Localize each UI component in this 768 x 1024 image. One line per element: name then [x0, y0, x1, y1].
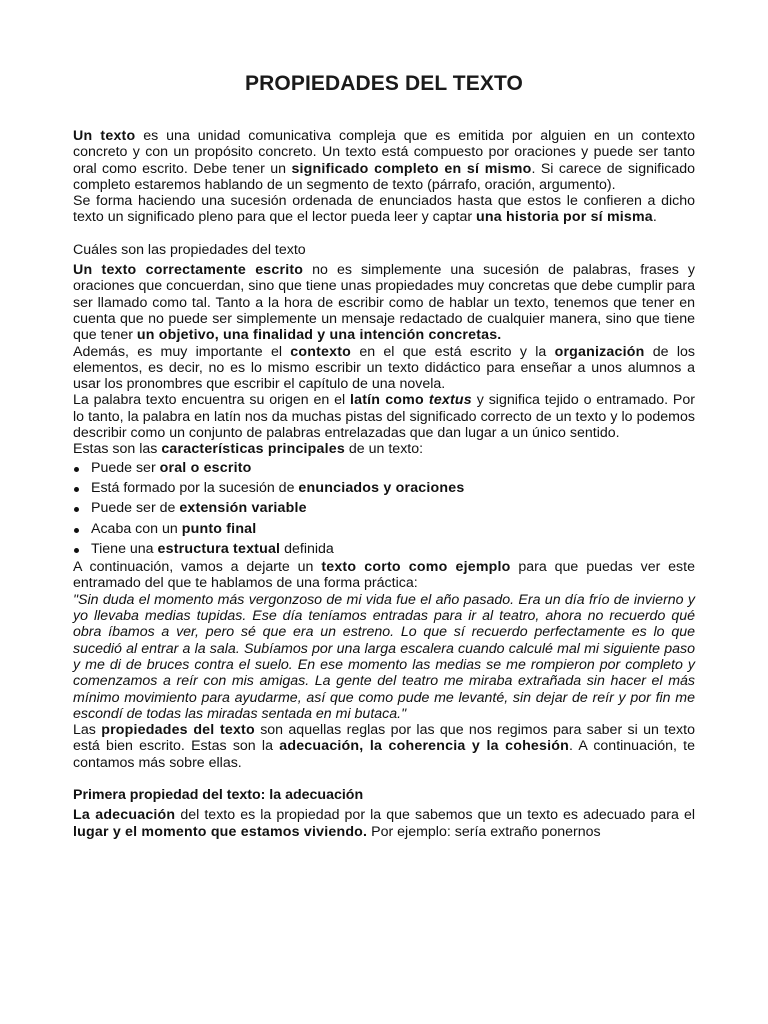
paragraph-etymology	[73, 392, 695, 441]
text-run: es una unidad comunicativa compleja que es emitida por alguien en un contexto concreto y con un propósito concreto. Un texto está compuesto por oraciones y puede ser tanto oral como escrito. Debe tener un	[73, 128, 695, 177]
text-run: La palabra texto encuentra su origen en el	[73, 392, 350, 409]
text-run: de un texto:	[344, 441, 424, 458]
paragraph-example-intro	[73, 559, 695, 592]
spacer	[73, 226, 695, 242]
paragraph-correct-text	[73, 262, 695, 343]
bold-text: enunciados y oraciones	[298, 479, 465, 496]
text-run: A continuación, vamos a dejarte un	[73, 559, 322, 576]
text-run: Se forma haciendo una sucesión ordenada de enunciados hasta que estos le confieren a dicho texto un significado pleno para que el lector pueda leer y captar	[73, 193, 695, 226]
bold-text: lugar y el momento que estamos viviendo.	[73, 823, 368, 840]
paragraph-adecuacion	[73, 807, 695, 840]
text-run: para que puedas ver este entramado del que te hablamos de una forma práctica:	[73, 559, 695, 592]
bold-text: un objetivo, una finalidad y una intención concretas.	[136, 327, 502, 344]
list-item	[73, 478, 695, 498]
bold-text: significado completo en sí mismo	[291, 160, 532, 177]
text-run: Puede ser	[91, 459, 160, 476]
list-item	[73, 539, 695, 559]
page-title: PROPIEDADES DEL TEXTO	[245, 72, 523, 95]
text-run: Las	[73, 722, 102, 739]
paragraph-properties	[73, 722, 695, 771]
paragraph-context	[73, 344, 695, 393]
example-quote: "Sin duda el momento más vergonzoso de mi vida fue el año pasado. Era un día frío de invierno y yo llevaba medias tupidas. Ese día teníamos entradas para ir al teatro, ahora no recuerdo qué obra íbamos a ver, pero sé que era un estreno. Lo que sí recuerdo perfectamente es lo que sucedió al entrar a la sala. Subíamos por una larga escalera cuando calculé mal mi siguiente paso y me di de bruces contra el suelo. En ese momento las medias se me rompieron por completo y comenzamos a reír con mis amigas. La gente del teatro me miraba extrañada sin hacer el más mínimo movimiento para ayudarme, así que como pude me levanté, sin dejar de reír y por fin me escondí de todas las miradas sentada en mi butaca."	[73, 591, 695, 722]
text-run: Por ejemplo: sería extraño ponernos	[367, 823, 601, 840]
text-run: Está formado por la sucesión de	[91, 479, 299, 496]
text-run: en el que está escrito y la	[351, 343, 555, 360]
section-heading-adecuacion: Primera propiedad del texto: la adecuación	[73, 786, 364, 803]
bullet-icon	[74, 507, 79, 512]
bold-text: latín como	[350, 392, 429, 409]
document-body	[73, 128, 695, 840]
spacer	[73, 771, 695, 787]
bullet-icon	[74, 467, 79, 472]
bold-text: organización	[554, 343, 645, 360]
bold-text: propiedades del texto	[101, 722, 255, 739]
text-run: Además, es muy importante el	[73, 343, 291, 360]
bullet-icon	[74, 528, 79, 533]
text-run: .	[652, 209, 657, 226]
bold-text: características principales	[161, 441, 345, 458]
bullet-icon	[74, 487, 79, 492]
bold-text: extensión variable	[179, 500, 307, 517]
characteristics-list	[73, 458, 695, 559]
bold-text: La adecuación	[73, 807, 176, 824]
text-run: del texto es la propiedad por la que sabemos que un texto es adecuado para el	[175, 807, 695, 824]
bold-text: punto final	[181, 520, 257, 537]
text-run: de los elementos, es decir, no es lo mismo escribir un texto didáctico para enseñar a unos alumnos a usar los pronombres que escribir el capítulo de una novela.	[73, 343, 695, 393]
bold-text: Un texto correctamente escrito	[73, 262, 304, 279]
bold-text: Un texto	[73, 128, 136, 144]
text-run: Tiene una	[91, 540, 158, 557]
text-run: y significa tejido o entramado. Por lo tanto, la palabra en latín nos da muchas pistas del significado correcto de un texto y lo podemos describir como un conjunto de palabras entrelazadas que dan lugar a un único sentido.	[73, 392, 695, 442]
text-run: Estas son las	[73, 441, 162, 458]
paragraph-formation	[73, 193, 695, 226]
list-item	[73, 519, 695, 539]
text-run: Acaba con un	[91, 520, 182, 537]
list-item	[73, 498, 695, 518]
paragraph-definition	[73, 128, 695, 193]
text-run: . Si carece de significado completo estaremos hablando de un segmento de texto (párrafo, oración, argumento).	[73, 160, 695, 193]
paragraph-characteristics	[73, 441, 695, 457]
text-run: no es simplemente una sucesión de palabras, frases y oraciones que concuerdan, sino que tiene unas propiedades muy concretas que debe cumplir para ser llamado como tal. Tanto a la hora de escribir como de hablar un texto, tenemos que tener en cuenta que no puede ser simplemente un mensaje redactado de cualquier manera, sino que tiene que tener	[73, 262, 695, 344]
text-run: . A continuación, te contamos más sobre ellas.	[73, 738, 696, 771]
subheading-propiedades: Cuáles son las propiedades del texto	[73, 241, 306, 258]
bold-italic-text: textus	[428, 392, 472, 409]
bold-text: estructura textual	[157, 540, 281, 557]
bullet-icon	[74, 548, 79, 553]
text-run: son aquellas reglas por las que nos regimos para saber si un texto está bien escrito. Estas son la	[73, 722, 695, 755]
bold-text: oral o escrito	[159, 459, 252, 476]
text-run: definida	[280, 540, 334, 557]
bold-text: adecuación, la coherencia y la cohesión	[279, 738, 569, 755]
list-item	[73, 458, 695, 478]
text-run: Puede ser de	[91, 500, 180, 517]
bold-text: una historia por sí misma	[476, 209, 653, 226]
bold-text: contexto	[290, 343, 352, 360]
bold-text: texto corto como ejemplo	[321, 559, 511, 576]
